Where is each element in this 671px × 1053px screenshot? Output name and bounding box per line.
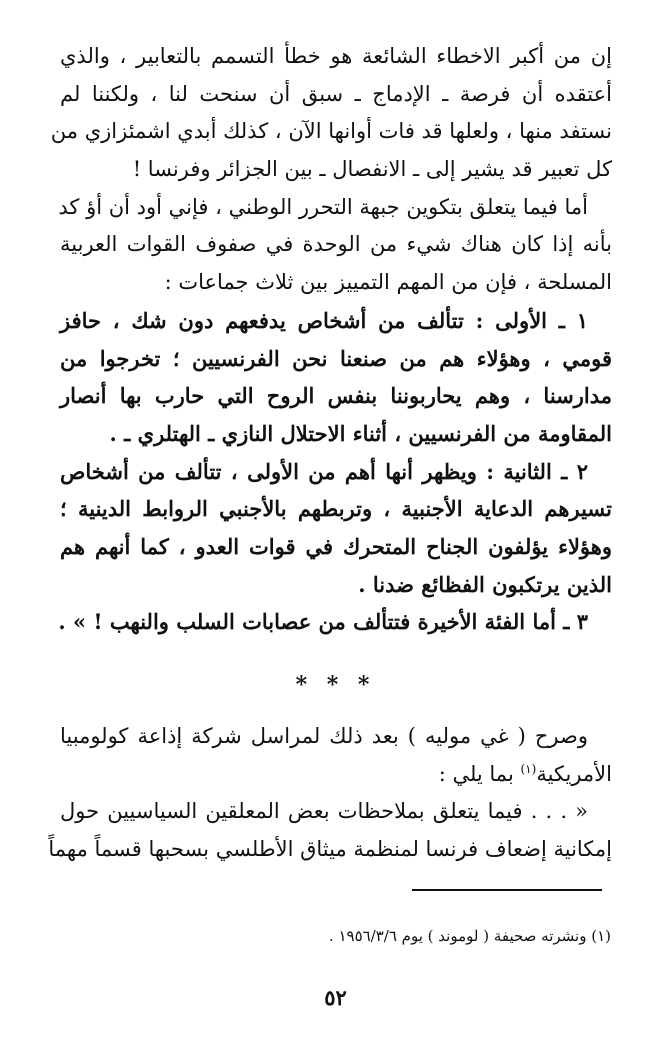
footnote-reference: (١) <box>520 761 537 776</box>
text-line: المقاومة من الفرنسيين ، أثناء الاحتلال النازي ـ الهتلري ـ . <box>109 420 612 446</box>
text-line <box>60 756 612 794</box>
text-line: مدارسنا ، وهم يحاربوننا بنفس الروح التي حارب بها أنصار <box>60 383 612 409</box>
text-line: بأنه إذا كان هناك شيء من الوحدة في صفوف القوات العربية <box>60 232 612 257</box>
text-line: إمكانية إضعاف فرنسا لمنظمة ميثاق الأطلسي بسحبها قسماً مهماً <box>48 837 612 862</box>
page-number: ٥٢ <box>324 985 347 1010</box>
text-fragment: بما يلي : <box>438 761 521 786</box>
text-fragment: الأمريكية <box>536 761 612 786</box>
text-line: أما فيما يتعلق بتكوين جبهة التحرر الوطني ، فإني أود أن أؤ كد <box>58 194 588 219</box>
text-line: كل تعبير قد يشير إلى ـ الانفصال ـ بين الجزائر وفرنسا ! <box>132 157 612 182</box>
text-line: أعتقده أن فرصة ـ الإدماج ـ سبق أن سنحت لنا ، ولكننا لم <box>60 81 612 106</box>
text-line: وصرح ( غي موليه ) بعد ذلك لمراسل شركة إذاعة كولومبيا <box>60 724 588 748</box>
text-line: قومي ، وهؤلاء هم من صنعنا نحن الفرنسيين ؛ تخرجوا من <box>60 345 613 371</box>
text-line: إن من أكبر الاخطاء الشائعة هو خطأ التسمم بالتعابير ، والذي <box>60 44 612 68</box>
text-line: تسيرهم الدعاية الأجنبية ، وتربطهم بالأجنبي الروابط الدينية ؛ <box>60 496 612 522</box>
footnote-divider <box>412 889 602 891</box>
section-separator: * * * <box>295 672 376 698</box>
second-section <box>48 718 612 869</box>
footnote: (١) ونشرته صحيفة ( لوموند ) يوم ١٩٥٦/٣/٦ . <box>328 927 611 945</box>
list-item-first-group: ١ ـ الأولى : تتألف من أشخاص يدفعهم دون شك ، حافز <box>60 307 588 333</box>
list-item-third-group: ٣ ـ أما الفئة الأخيرة فتتألف من عصابات السلب والنهب ! » . <box>58 609 588 635</box>
list-item-second-group: ٢ ـ الثانية : ويظهر أنها أهم من الأولى ، تتألف من أشخاص <box>60 458 588 484</box>
text-line: وهؤلاء يؤلفون الجناح المتحرك في قوات العدو ، كما أنهم هم <box>60 533 612 559</box>
quote-line: « . . . فيما يتعلق بملاحظات بعض المعلقين السياسيين حول <box>60 799 588 824</box>
text-line: الذين يرتكبون الفظائع ضدنا . <box>358 571 612 597</box>
text-line: المسلحة ، فإن من المهم التمييز بين ثلاث جماعات : <box>164 270 612 295</box>
text-line: نستفد منها ، ولعلها قد فات أوانها الآن ، كذلك أبدي اشمئزازي من <box>50 119 612 144</box>
main-text-block <box>50 38 613 641</box>
